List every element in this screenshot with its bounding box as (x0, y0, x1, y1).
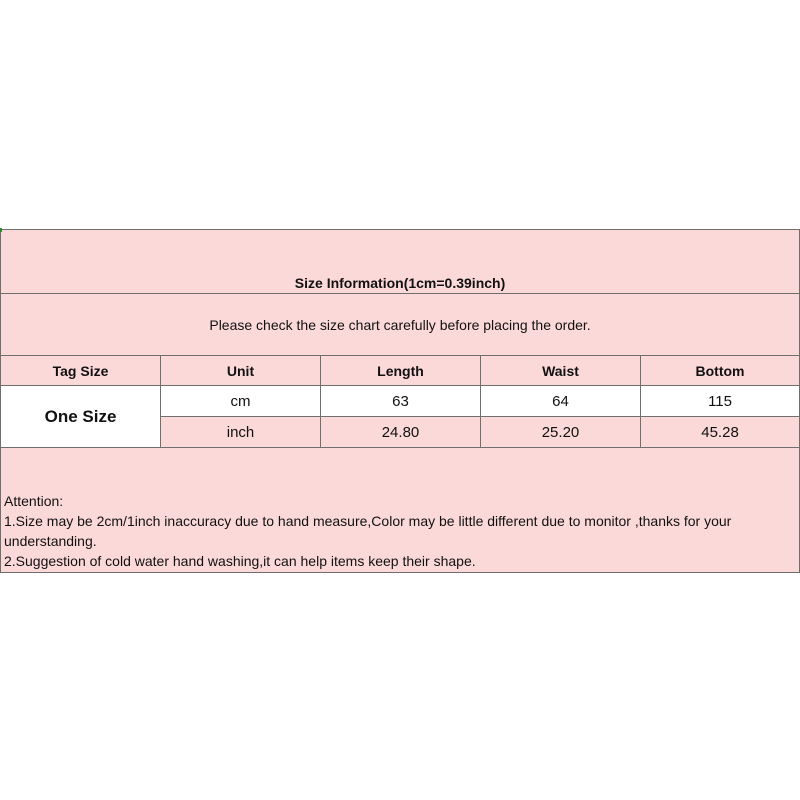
attention-notes (1, 448, 800, 573)
attention-row (1, 448, 800, 573)
bottom-cell: 115 (641, 386, 800, 417)
left-edge-marker (0, 228, 2, 232)
waist-cell: 64 (481, 386, 641, 417)
unit-cell: cm (161, 386, 321, 417)
size-chart-table (0, 229, 800, 573)
unit-cell: inch (161, 417, 321, 448)
bottom-cell: 45.28 (641, 417, 800, 448)
header-bottom: Bottom (641, 356, 800, 386)
header-unit: Unit (161, 356, 321, 386)
size-notice: Please check the size chart carefully before placing the order. (1, 294, 800, 356)
attention-line-2: 2.Suggestion of cold water hand washing,it can help items keep their shape. (4, 553, 476, 569)
waist-cell: 25.20 (481, 417, 641, 448)
attention-line-1: 1.Size may be 2cm/1inch inaccuracy due to hand measure,Color may be little different due to monitor ,thanks for your understanding. (4, 513, 732, 549)
attention-heading: Attention: (4, 493, 64, 509)
length-cell: 63 (321, 386, 481, 417)
chart-title: Size Information(1cm=0.39inch) (1, 230, 800, 294)
length-cell: 24.80 (321, 417, 481, 448)
table-row-cm (1, 386, 800, 417)
tag-size-value: One Size (1, 386, 161, 448)
header-length: Length (321, 356, 481, 386)
notice-row (1, 294, 800, 356)
header-tag-size: Tag Size (1, 356, 161, 386)
header-row (1, 356, 800, 386)
title-row (1, 230, 800, 294)
header-waist: Waist (481, 356, 641, 386)
